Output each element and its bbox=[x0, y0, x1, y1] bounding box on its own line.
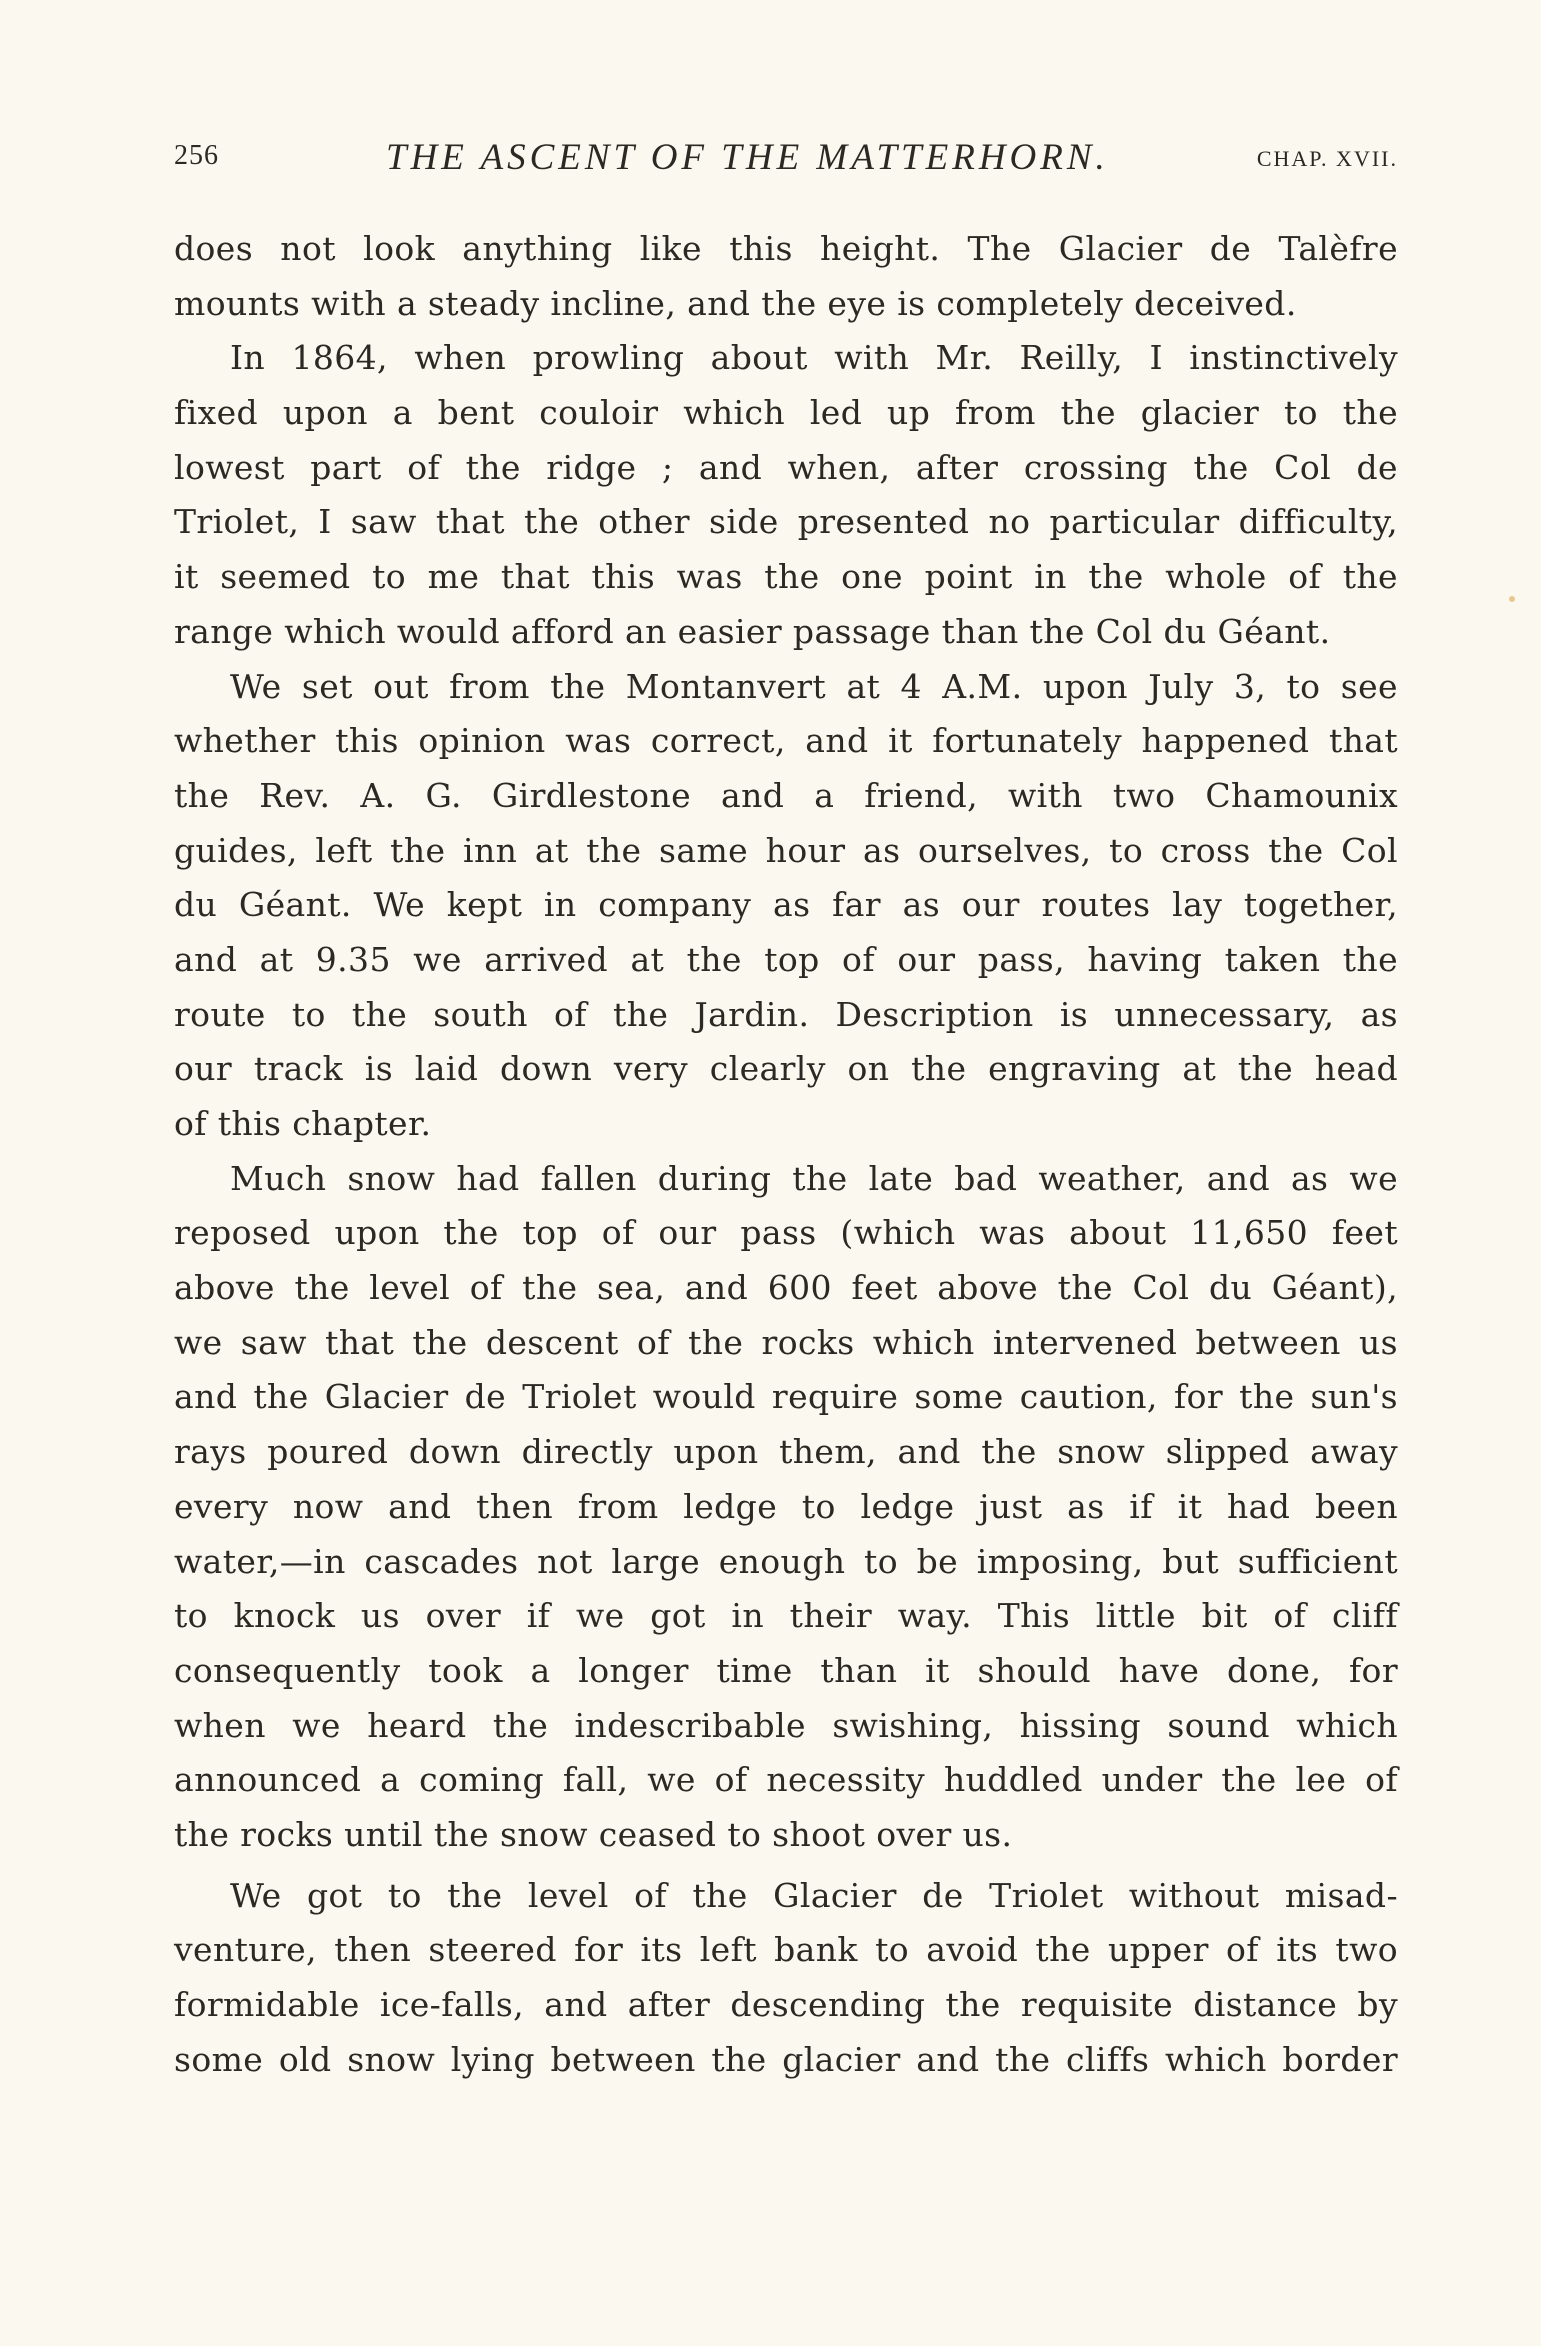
chapter-label: CHAP. XVII. bbox=[1256, 146, 1398, 171]
text-line: water,—in cascades not large enough to be imposing, but sufficient bbox=[174, 1541, 1398, 1581]
text-line: route to the south of the Jardin. Description is unnecessary, as bbox=[174, 994, 1398, 1034]
paragraph-first-line: Much snow had fallen during the late bad weather, and as we bbox=[230, 1158, 1398, 1198]
text-line: lowest part of the ridge ; and when, after crossing the Col de bbox=[174, 447, 1398, 487]
text-line: the Rev. A. G. Girdlestone and a friend, with two Chamounix bbox=[174, 775, 1398, 815]
page-number: 256 bbox=[174, 140, 219, 171]
text-line: when we heard the indescribable swishing, hissing sound which bbox=[174, 1705, 1398, 1745]
running-head bbox=[174, 137, 1398, 184]
paragraph-first-line: We set out from the Montanvert at 4 A.M. upon July 3, to see bbox=[230, 666, 1398, 706]
text-line: it seemed to me that this was the one point in the whole of the bbox=[174, 557, 1398, 597]
text-line: to knock us over if we got in their way. This little bit of cliff bbox=[174, 1596, 1398, 1636]
text-line: reposed upon the top of our pass (which was about 11,650 feet bbox=[174, 1213, 1398, 1253]
text-line: formidable ice-falls, and after descending the requisite distance by bbox=[174, 1985, 1398, 2024]
text-line: guides, left the inn at the same hour as ourselves, to cross the Col bbox=[174, 830, 1398, 870]
paper-speck bbox=[1509, 596, 1515, 602]
text-line: range which would afford an easier passage than the Col du Géant. bbox=[174, 611, 1331, 651]
text-line: announced a coming fall, we of necessity huddled under the lee of bbox=[174, 1760, 1398, 1800]
text-line: du Géant. We kept in company as far as our routes lay together, bbox=[174, 885, 1398, 925]
text-line: Triolet, I saw that the other side presented no particular difficulty, bbox=[174, 502, 1398, 542]
text-line: consequently took a longer time than it should have done, for bbox=[174, 1650, 1398, 1690]
body-text bbox=[174, 222, 1398, 2087]
text-line: every now and then from ledge to ledge just as if it had been bbox=[174, 1486, 1398, 1526]
text-line: above the level of the sea, and 600 feet above the Col du Géant), bbox=[174, 1268, 1398, 1308]
text-line: some old snow lying between the glacier and the cliffs which border bbox=[174, 2039, 1398, 2079]
text-line: the rocks until the snow ceased to shoot over us. bbox=[174, 1814, 1013, 1854]
paragraph-first-line: In 1864, when prowling about with Mr. Reilly, I instinctively bbox=[230, 338, 1398, 378]
paragraph-first-line: We got to the level of the Glacier de Triolet without misad- bbox=[230, 1875, 1398, 1915]
text-line: and the Glacier de Triolet would require some caution, for the sun's bbox=[174, 1377, 1398, 1417]
text-line: fixed upon a bent couloir which led up from the glacier to the bbox=[174, 393, 1398, 433]
text-line: whether this opinion was correct, and it fortunately happened that bbox=[174, 721, 1398, 761]
text-line: rays poured down directly upon them, and the snow slipped away bbox=[174, 1432, 1398, 1472]
text-line: we saw that the descent of the rocks which intervened between us bbox=[174, 1322, 1398, 1362]
running-title: THE ASCENT OF THE MATTERHORN. bbox=[386, 137, 1109, 178]
text-line: venture, then steered for its left bank to avoid the upper of its two bbox=[174, 1930, 1398, 1970]
text-line: our track is laid down very clearly on the engraving at the head bbox=[174, 1049, 1398, 1089]
text-line: does not look anything like this height. The Glacier de Talèfre bbox=[174, 229, 1398, 268]
text-line: mounts with a steady incline, and the eye is completely deceived. bbox=[174, 283, 1297, 323]
text-line: of this chapter. bbox=[174, 1104, 432, 1143]
text-line: and at 9.35 we arrived at the top of our pass, having taken the bbox=[174, 939, 1398, 979]
